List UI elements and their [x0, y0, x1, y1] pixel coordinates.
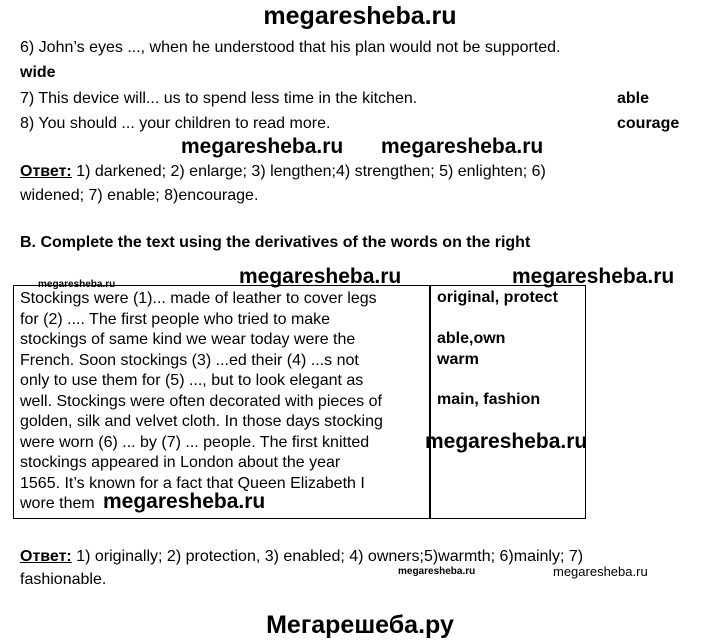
text-line: French. Soon stockings (3) ...ed their (4) ...s not: [20, 351, 359, 369]
item-7-word: able: [617, 90, 650, 107]
answer-a-line-1: [20, 162, 546, 182]
exercise-text: [20, 289, 425, 515]
text-line: only to use them for (5) ..., but to look elegant as: [20, 372, 364, 389]
text-line: golden, silk and velvet cloth. In those days stocking: [20, 413, 383, 430]
word-cue: original, protect: [437, 289, 558, 306]
answer-b-line-2: fashionable.: [20, 571, 107, 588]
item-6-text: 6) John’s eyes ..., when he understood that his plan would not be supported.: [20, 39, 561, 56]
footer-title: Мегарешеба.ру: [266, 611, 454, 639]
word-cue: able,own: [437, 330, 506, 347]
watermark: megaresheba.ru: [38, 279, 116, 290]
exercise-table: [13, 285, 586, 519]
text-line: for (2) .... The first people who tried to make: [20, 310, 331, 328]
answer-b-line-1: [20, 547, 583, 567]
watermark: megaresheba.ru: [181, 135, 344, 158]
text-line: well. Stockings were often decorated with pieces of: [20, 392, 382, 410]
answer-b-text-1: 1) originally; 2) protection, 3) enabled; 4) owners;5)warmth; 6)mainly; 7): [71, 548, 584, 565]
watermark: megaresheba.ru: [239, 265, 402, 288]
watermark: megaresheba.ru: [512, 265, 675, 288]
watermark: megaresheba.ru: [553, 564, 648, 579]
watermark: megaresheba.ru: [425, 430, 588, 453]
section-b-heading: B. Complete the text using the derivatives of the words on the right: [20, 234, 531, 251]
text-line: stockings appeared in London about the year: [20, 454, 341, 471]
text-line: Stockings were (1)... made of leather to cover legs: [20, 290, 377, 307]
answer-label: Ответ:: [20, 163, 72, 180]
item-8-word: courage: [617, 115, 680, 132]
watermark: megaresheba.ru: [398, 566, 476, 577]
answer-label: Ответ:: [20, 548, 72, 565]
answer-a-line-2: widened; 7) enable; 8)encourage.: [20, 187, 259, 204]
item-6-word: wide: [20, 64, 56, 81]
watermark: megaresheba.ru: [103, 490, 266, 513]
answer-a-text-1: 1) darkened; 2) enlarge; 3) lengthen;4) strengthen; 5) enlighten; 6): [71, 163, 546, 180]
word-cue: main, fashion: [437, 391, 541, 408]
text-line: were worn (6) ... by (7) ... people. The first knitted: [20, 433, 370, 451]
text-line: 1565. It’s known for a fact that Queen Elizabeth I: [20, 474, 365, 492]
word-cue: warm: [437, 351, 479, 368]
page-title: megaresheba.ru: [263, 2, 457, 30]
table-divider: [429, 286, 431, 518]
watermark: megaresheba.ru: [381, 135, 544, 158]
item-7-text: 7) This device will... us to spend less time in the kitchen.: [20, 90, 418, 107]
text-line: stockings of same kind we wear today were the: [20, 331, 356, 348]
item-8-text: 8) You should ... your children to read more.: [20, 115, 331, 132]
text-line: wore them: [20, 495, 95, 512]
